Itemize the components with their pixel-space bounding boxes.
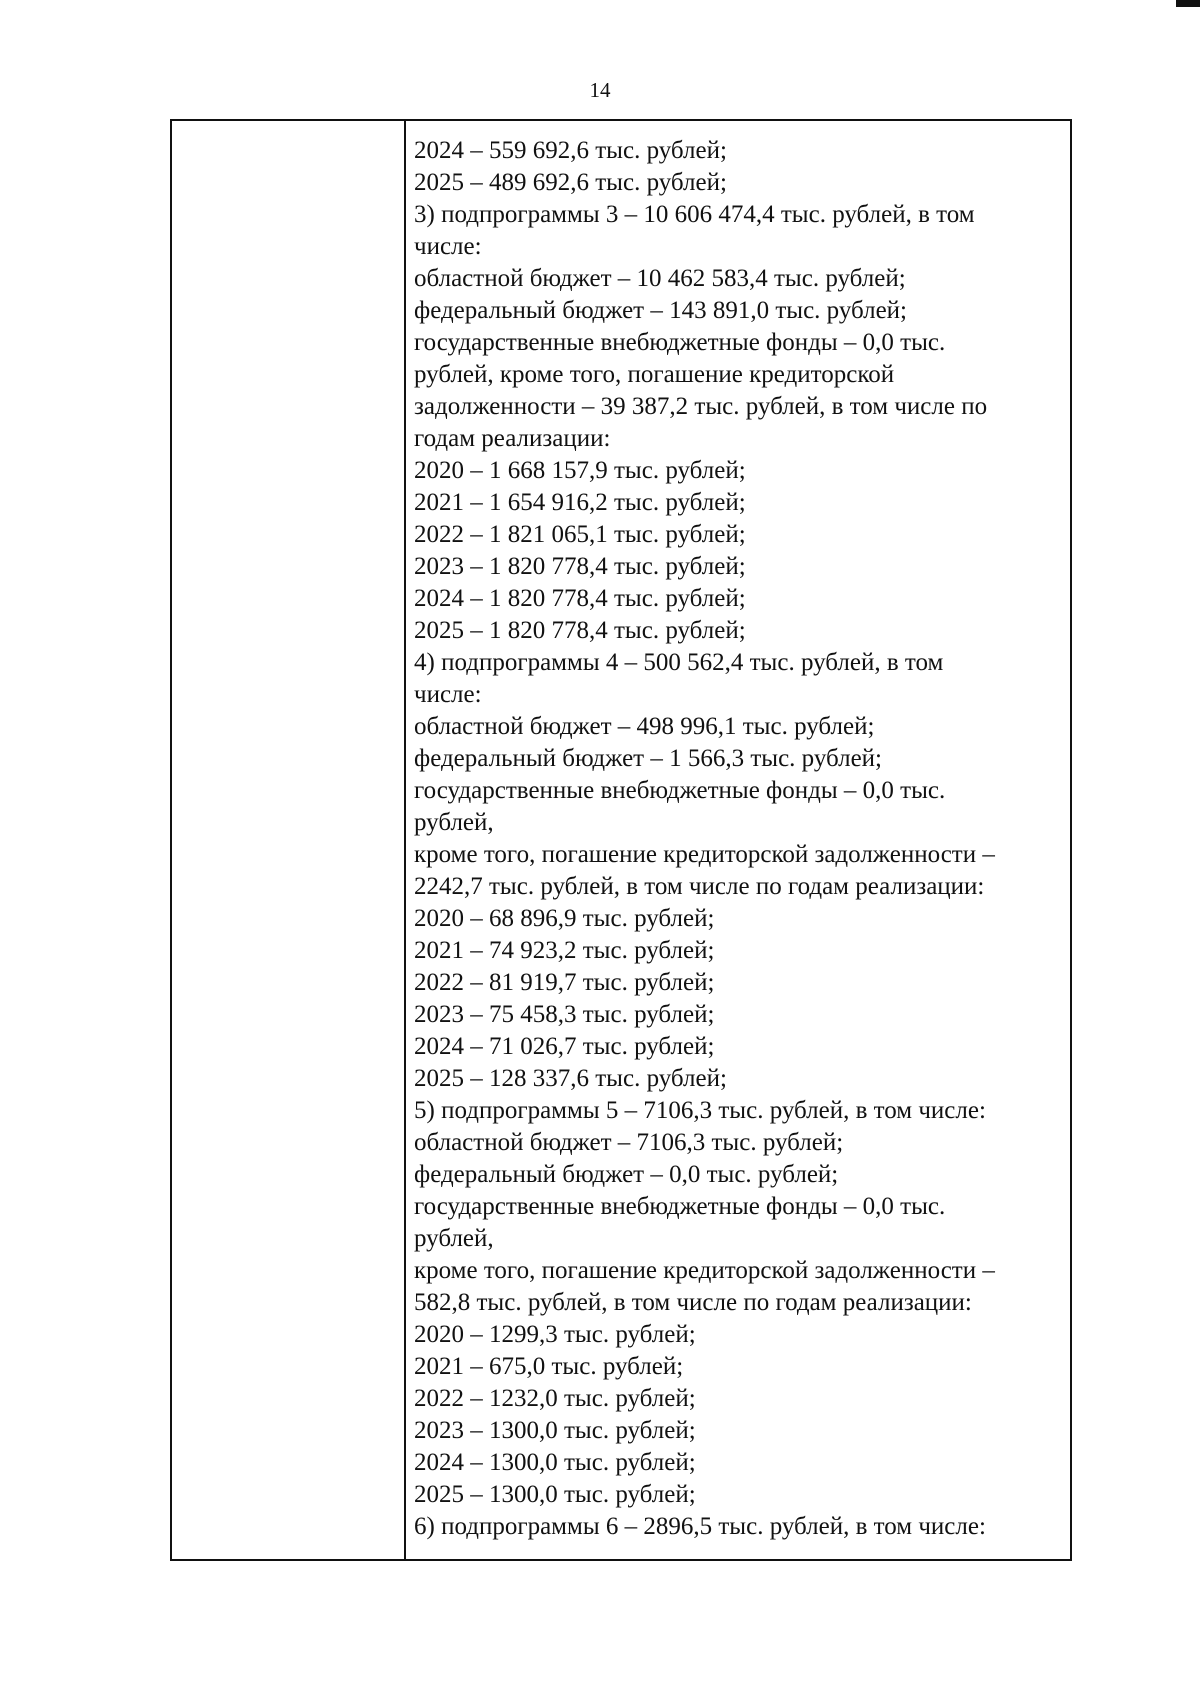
page-number: 14: [589, 78, 611, 102]
text-line: 2023 – 1300,0 тыс. рублей;: [414, 1417, 696, 1444]
text-line: 4) подпрограммы 4 – 500 562,4 тыс. рублей, в том: [414, 649, 944, 676]
text-line: областной бюджет – 498 996,1 тыс. рублей;: [414, 713, 875, 740]
text-line: 2022 – 1232,0 тыс. рублей;: [414, 1385, 696, 1412]
text-line: федеральный бюджет – 1 566,3 тыс. рублей;: [414, 745, 882, 772]
text-line: 2024 – 1300,0 тыс. рублей;: [414, 1449, 696, 1476]
text-line: 2025 – 128 337,6 тыс. рублей;: [414, 1065, 727, 1092]
text-line: кроме того, погашение кредиторской задолженности –: [414, 1257, 995, 1284]
text-line: государственные внебюджетные фонды – 0,0 тыс.: [414, 1193, 946, 1220]
text-line: федеральный бюджет – 143 891,0 тыс. рублей;: [414, 297, 907, 324]
financing-table: [170, 119, 1072, 1561]
text-line: 2021 – 74 923,2 тыс. рублей;: [414, 937, 715, 964]
text-line: кроме того, погашение кредиторской задолженности –: [414, 841, 995, 868]
text-line: 2025 – 1300,0 тыс. рублей;: [414, 1481, 696, 1508]
text-line: государственные внебюджетные фонды – 0,0 тыс.: [414, 329, 946, 356]
text-line: 2025 – 1 820 778,4 тыс. рублей;: [414, 617, 746, 644]
text-line: 2020 – 1 668 157,9 тыс. рублей;: [414, 457, 746, 484]
text-line: 2022 – 81 919,7 тыс. рублей;: [414, 969, 715, 996]
text-line: 2023 – 75 458,3 тыс. рублей;: [414, 1001, 715, 1028]
table-right-cell: [406, 121, 1070, 1559]
text-line: 3) подпрограммы 3 – 10 606 474,4 тыс. рублей, в том: [414, 201, 975, 228]
text-line: 6) подпрограммы 6 – 2896,5 тыс. рублей, в том числе:: [414, 1513, 986, 1540]
text-line: годам реализации:: [414, 425, 611, 452]
text-line: задолженности – 39 387,2 тыс. рублей, в том числе по: [414, 393, 988, 420]
text-line: 2024 – 559 692,6 тыс. рублей;: [414, 137, 727, 164]
text-line: 2020 – 68 896,9 тыс. рублей;: [414, 905, 715, 932]
text-line: 2022 – 1 821 065,1 тыс. рублей;: [414, 521, 746, 548]
text-line: рублей,: [414, 809, 494, 836]
text-line: федеральный бюджет – 0,0 тыс. рублей;: [414, 1161, 839, 1188]
text-line: 2021 – 1 654 916,2 тыс. рублей;: [414, 489, 746, 516]
text-line: областной бюджет – 10 462 583,4 тыс. рублей;: [414, 265, 906, 292]
text-line: 5) подпрограммы 5 – 7106,3 тыс. рублей, в том числе:: [414, 1097, 986, 1124]
text-line: 2023 – 1 820 778,4 тыс. рублей;: [414, 553, 746, 580]
text-line: 582,8 тыс. рублей, в том числе по годам реализации:: [414, 1289, 972, 1316]
text-line: рублей,: [414, 1225, 494, 1252]
text-line: 2024 – 1 820 778,4 тыс. рублей;: [414, 585, 746, 612]
text-line: 2242,7 тыс. рублей, в том числе по годам реализации:: [414, 873, 985, 900]
text-line: 2024 – 71 026,7 тыс. рублей;: [414, 1033, 715, 1060]
table-left-cell: [172, 121, 406, 1559]
text-line: 2025 – 489 692,6 тыс. рублей;: [414, 169, 727, 196]
text-line: 2020 – 1299,3 тыс. рублей;: [414, 1321, 696, 1348]
scan-corner-mark: [1176, 0, 1200, 7]
text-line: государственные внебюджетные фонды – 0,0 тыс.: [414, 777, 946, 804]
text-line: числе:: [414, 681, 482, 708]
text-line: рублей, кроме того, погашение кредиторской: [414, 361, 895, 388]
text-line: числе:: [414, 233, 482, 260]
text-line: областной бюджет – 7106,3 тыс. рублей;: [414, 1129, 844, 1156]
text-line: 2021 – 675,0 тыс. рублей;: [414, 1353, 684, 1380]
